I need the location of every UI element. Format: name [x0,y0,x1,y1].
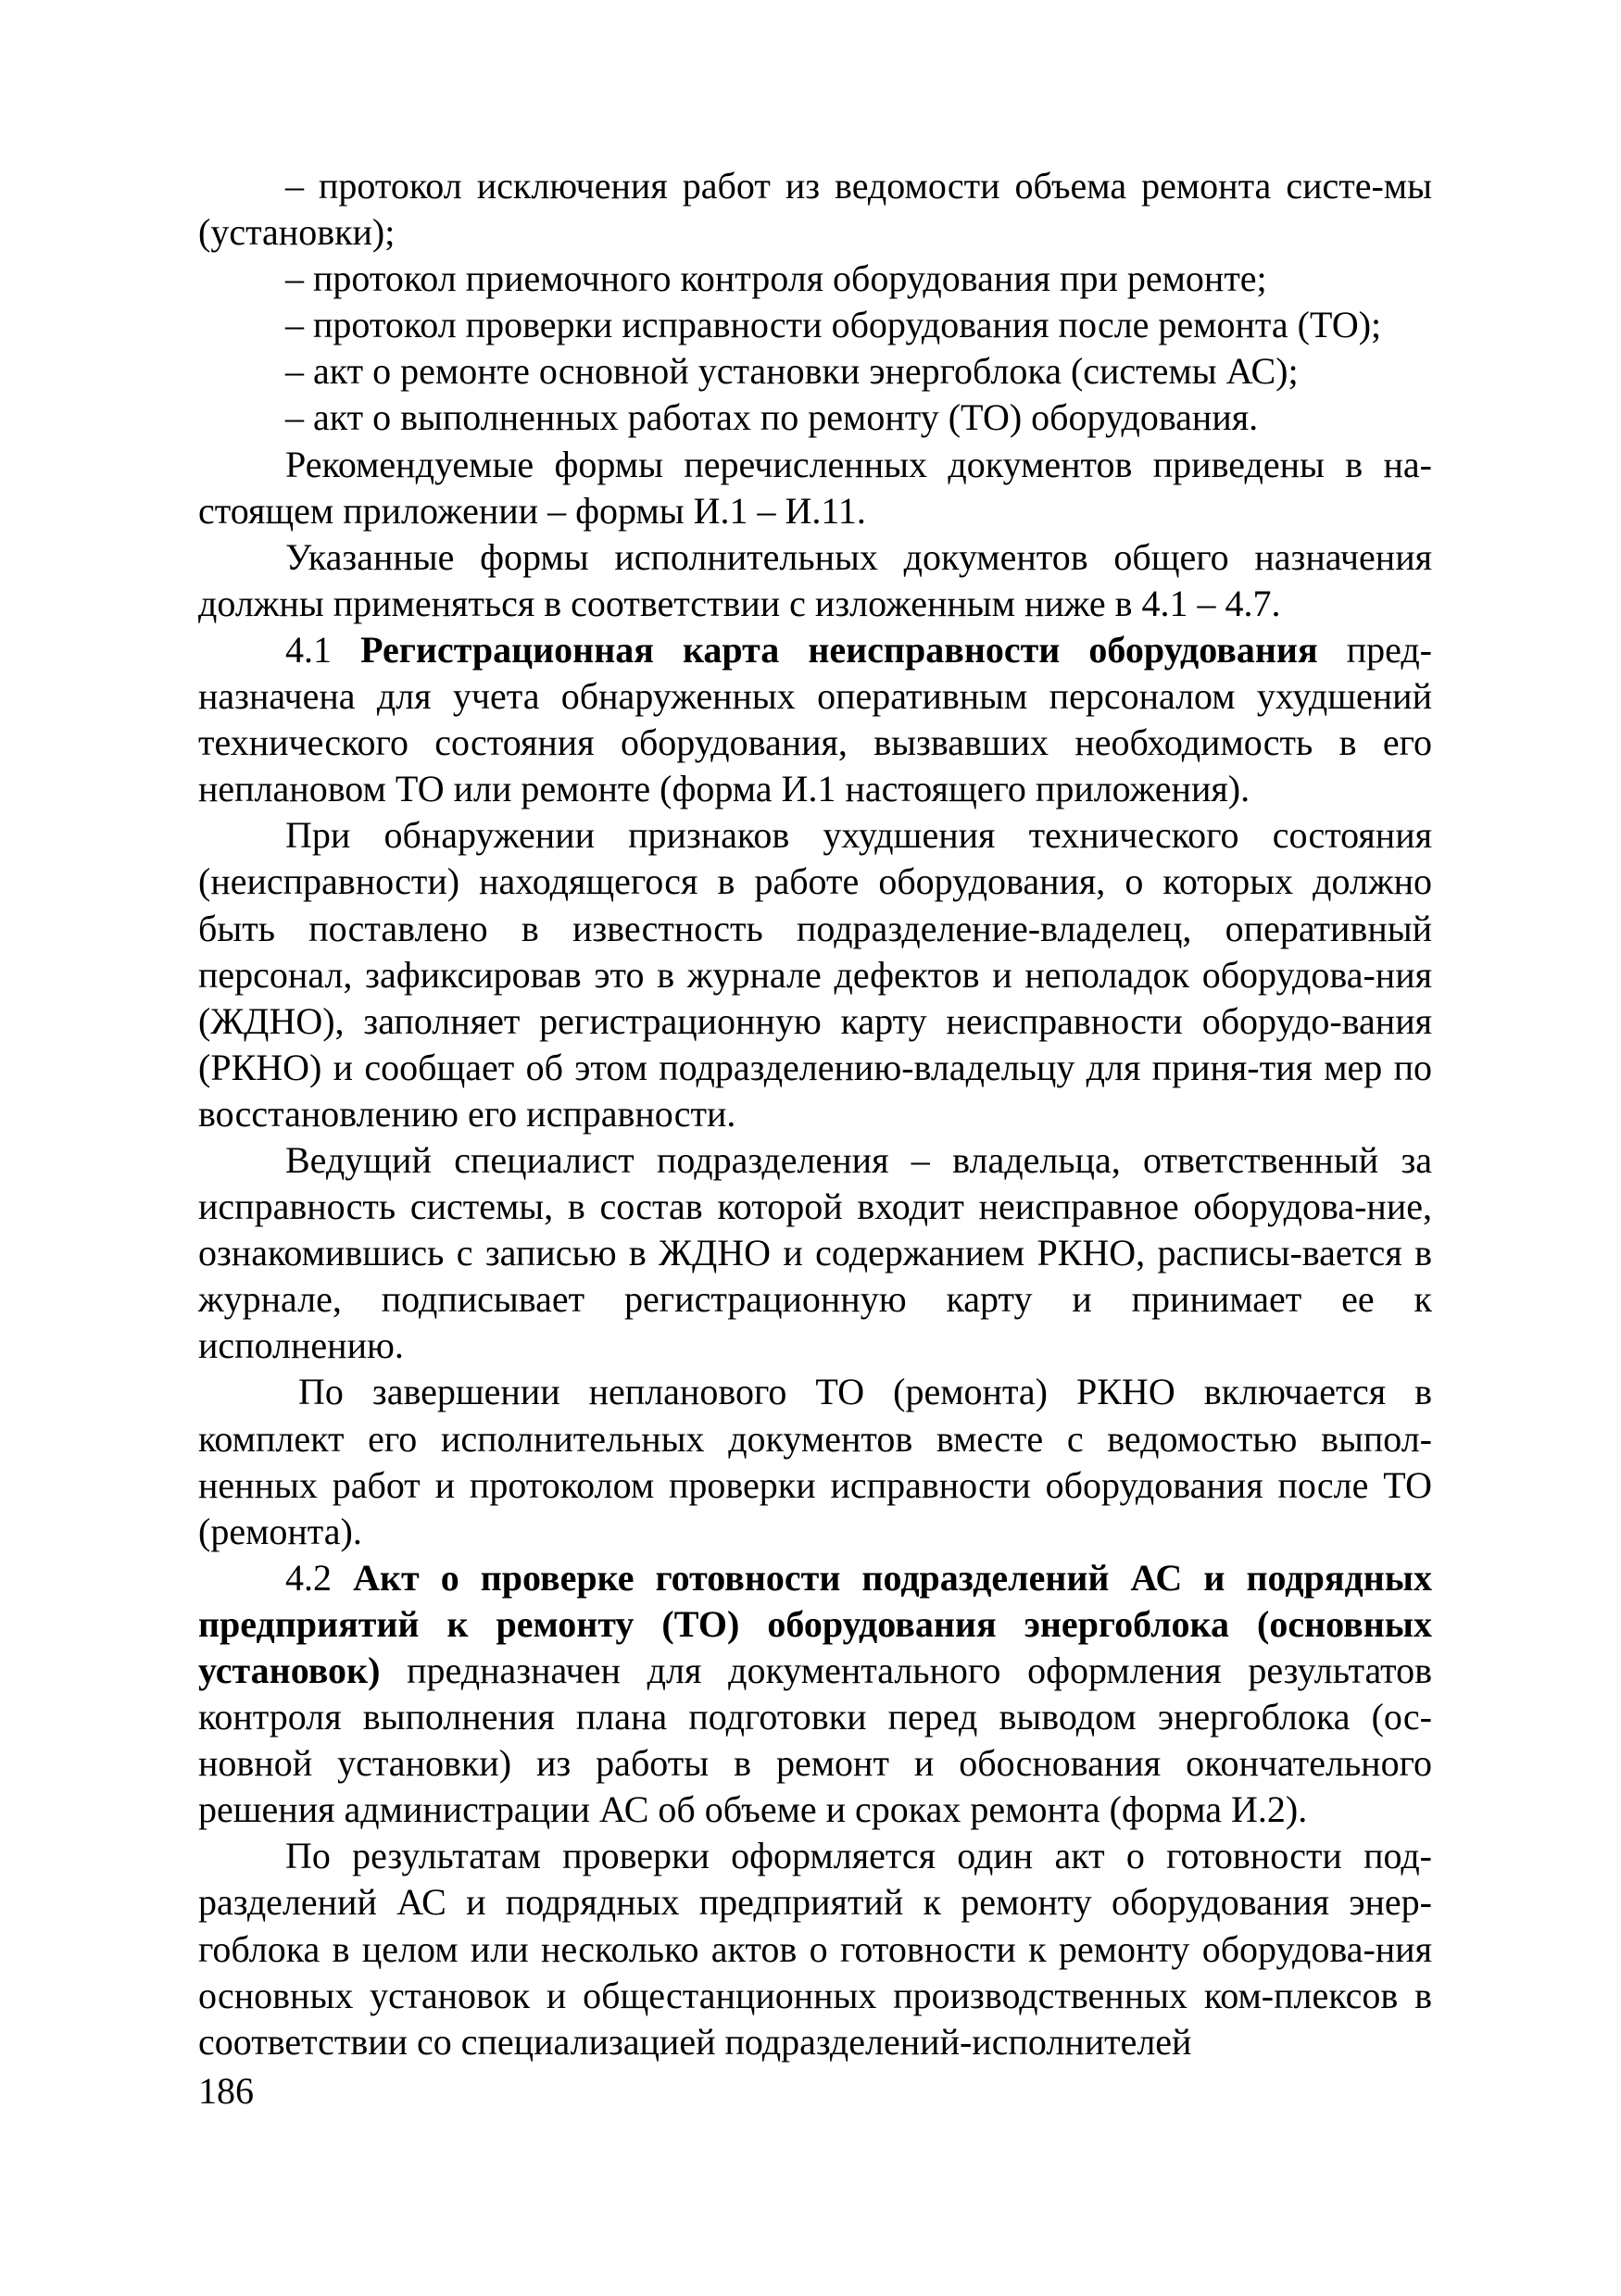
section-title: Акт о проверке готовности подразделений АС и подрядных предприятий к ремонту (ТО) оборудования энергоблока (основных установок) [198,1556,1432,1691]
list-item: – протокол проверки исправности оборудования после ремонта (ТО); [285,304,1382,346]
paragraph-forms-usage: Указанные формы исполнительных документов общего назначения должны применяться в соответствии с изложенным ниже в 4.1 – 4.7. [198,535,1432,624]
section-number: 4.2 [285,1556,332,1599]
paragraph-inspection-results: По результатам проверки оформляется один акт о готовности под-разделений АС и подрядных предприятий к ремонту оборудования энер-гоблока в целом или несколько актов о готовности к ремонту оборудова-ния основных установок и общестанционных производственных ком-плексов в соответствии со специализацией подразделений-исполнителей [198,1835,1432,2063]
section-4-1 [198,627,1432,812]
section-text: пред-назначена для учета обнаруженных оперативным персоналом ухудшений технического состояния оборудования, вызвавших необходимость в его неплановом ТО или ремонте (форма И.1 настоящего приложения). [198,628,1432,810]
list-item: – протокол исключения работ из ведомости объема ремонта систе-мы (установки); [198,165,1432,254]
list-item: – протокол приемочного контроля оборудования при ремонте; [285,257,1267,300]
section-title: Регистрационная карта неисправности оборудования [360,628,1318,671]
page-number: 186 [198,2070,254,2112]
paragraph-lead-specialist: Ведущий специалист подразделения – владельца, ответственный за исправность системы, в состав которой входит неисправное оборудова-ние, ознакомившись с записью в ЖДНО и содержанием РКНО, расписы-вается в журнале, подписывает регистрационную карту и принимает ее к исполнению. [198,1138,1432,1367]
paragraph-completion: По завершении непланового ТО (ремонта) РКНО включается в комплект его исполнительных документов вместе с ведомостью выпол-ненных работ и протоколом проверки исправности оборудования после ТО (ремонта). [198,1371,1432,1552]
section-number: 4.1 [285,628,332,671]
section-text: предназначен для документального оформления результатов контроля выполнения плана подготовки перед выводом энергоблока (ос-новной установки) из работы в ремонт и обоснования окончательного решения администрации АС об объеме и сроках ремонта (форма И.2). [198,1650,1433,1831]
section-4-2 [198,1555,1432,1834]
list-item: – акт о ремонте основной установки энергоблока (системы АС); [285,350,1299,393]
page-body [198,163,1432,2065]
paragraph-recommended-forms: Рекомендуемые формы перечисленных документов приведены в на-стоящем приложении – формы И.1 – И.11. [198,443,1432,532]
paragraph-detection: При обнаружении признаков ухудшения технического состояния (неисправности) находящегося в работе оборудования, о которых должно быть поставлено в известность подразделение-владелец, оперативный персонал, зафиксировав это в журнале дефектов и неполадок оборудова-ния (ЖДНО), заполняет регистрационную карту неисправности оборудо-вания (РКНО) и сообщает об этом подразделению-владельцу для приня-тия мер по восстановлению его исправности. [198,814,1432,1135]
list-item: – акт о выполненных работах по ремонту (ТО) оборудования. [285,396,1259,439]
